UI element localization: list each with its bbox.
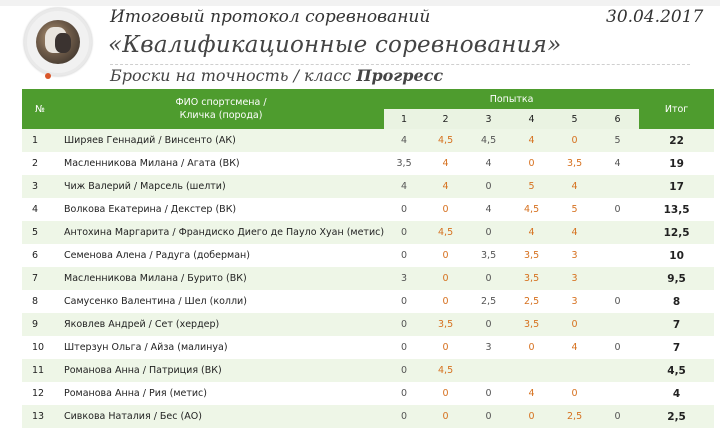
athlete-name: Антохина Маргарита / Франдиско Диего де Пауло Хуан (метис) bbox=[58, 221, 384, 244]
attempt-score-5: 0 bbox=[553, 313, 596, 336]
attempt-score-4: 5 bbox=[510, 175, 553, 198]
attempt-score-4: 0 bbox=[510, 152, 553, 175]
attempt-score-2: 3,5 bbox=[424, 313, 467, 336]
results-body bbox=[22, 129, 714, 428]
attempt-score-1: 4 bbox=[384, 175, 424, 198]
attempt-score-2: 4,5 bbox=[424, 129, 467, 152]
attempt-score-6: 4 bbox=[596, 152, 639, 175]
table-row bbox=[22, 175, 714, 198]
attempt-score-3: 0 bbox=[467, 175, 510, 198]
total-score: 19 bbox=[639, 152, 714, 175]
attempt-score-6 bbox=[596, 175, 639, 198]
attempt-score-1: 0 bbox=[384, 313, 424, 336]
attempt-score-4: 3,5 bbox=[510, 244, 553, 267]
title-divider bbox=[110, 64, 690, 65]
table-row bbox=[22, 336, 714, 359]
attempt-score-3: 0 bbox=[467, 405, 510, 428]
attempt-score-4: 4 bbox=[510, 221, 553, 244]
attempt-score-5: 3,5 bbox=[553, 152, 596, 175]
attempt-score-3: 0 bbox=[467, 221, 510, 244]
attempt-score-2: 4 bbox=[424, 175, 467, 198]
total-score: 13,5 bbox=[639, 198, 714, 221]
club-logo bbox=[24, 8, 92, 76]
attempt-score-5: 4 bbox=[553, 336, 596, 359]
table-row bbox=[22, 359, 714, 382]
row-number: 8 bbox=[22, 290, 58, 313]
table-row bbox=[22, 152, 714, 175]
attempt-score-1: 0 bbox=[384, 221, 424, 244]
athlete-name: Яковлев Андрей / Сет (хердер) bbox=[58, 313, 384, 336]
attempt-score-2: 4 bbox=[424, 152, 467, 175]
attempt-score-6: 0 bbox=[596, 336, 639, 359]
total-score: 8 bbox=[639, 290, 714, 313]
attempt-score-6 bbox=[596, 382, 639, 405]
attempt-score-3: 0 bbox=[467, 382, 510, 405]
total-score: 9,5 bbox=[639, 267, 714, 290]
row-number: 3 bbox=[22, 175, 58, 198]
attempt-score-6: 0 bbox=[596, 290, 639, 313]
row-number: 9 bbox=[22, 313, 58, 336]
attempt-score-5: 3 bbox=[553, 244, 596, 267]
table-row bbox=[22, 198, 714, 221]
attempt-score-6 bbox=[596, 244, 639, 267]
table-row bbox=[22, 267, 714, 290]
attempt-score-3: 2,5 bbox=[467, 290, 510, 313]
athlete-name: Волкова Екатерина / Декстер (ВК) bbox=[58, 198, 384, 221]
attempt-score-4: 0 bbox=[510, 336, 553, 359]
attempt-score-3: 0 bbox=[467, 267, 510, 290]
attempt-score-2: 4,5 bbox=[424, 359, 467, 382]
table-row bbox=[22, 221, 714, 244]
athlete-name: Ширяев Геннадий / Винсенто (АК) bbox=[58, 129, 384, 152]
attempt-score-3: 0 bbox=[467, 313, 510, 336]
attempt-score-4: 3,5 bbox=[510, 313, 553, 336]
attempt-score-4: 4,5 bbox=[510, 198, 553, 221]
attempt-score-3: 3 bbox=[467, 336, 510, 359]
attempt-score-6 bbox=[596, 267, 639, 290]
attempt-score-1: 0 bbox=[384, 290, 424, 313]
table-row bbox=[22, 382, 714, 405]
total-score: 7 bbox=[639, 336, 714, 359]
attempt-score-5: 3 bbox=[553, 267, 596, 290]
attempt-score-3: 4 bbox=[467, 198, 510, 221]
attempt-score-5: 0 bbox=[553, 129, 596, 152]
attempt-score-1: 0 bbox=[384, 359, 424, 382]
col-header-name bbox=[58, 89, 384, 129]
row-number: 6 bbox=[22, 244, 58, 267]
row-number: 2 bbox=[22, 152, 58, 175]
athlete-name: Романова Анна / Рия (метис) bbox=[58, 382, 384, 405]
athlete-name: Штерзун Ольга / Айза (малинуа) bbox=[58, 336, 384, 359]
attempt-number-2: 2 bbox=[424, 109, 467, 129]
row-number: 1 bbox=[22, 129, 58, 152]
attempt-score-3: 4 bbox=[467, 152, 510, 175]
attempt-score-6 bbox=[596, 359, 639, 382]
table-row bbox=[22, 290, 714, 313]
attempt-score-5: 2,5 bbox=[553, 405, 596, 428]
total-score: 17 bbox=[639, 175, 714, 198]
attempt-number-5: 5 bbox=[553, 109, 596, 129]
discipline-prefix: Броски на точность / класс bbox=[110, 66, 357, 85]
logo-accent-dot bbox=[45, 73, 51, 79]
table-row bbox=[22, 244, 714, 267]
row-number: 7 bbox=[22, 267, 58, 290]
col-header-attempt: Попытка bbox=[384, 89, 639, 109]
attempt-score-2: 0 bbox=[424, 198, 467, 221]
attempt-score-5: 4 bbox=[553, 175, 596, 198]
attempt-score-3: 4,5 bbox=[467, 129, 510, 152]
attempt-score-2: 0 bbox=[424, 290, 467, 313]
attempt-score-4: 2,5 bbox=[510, 290, 553, 313]
table-row bbox=[22, 313, 714, 336]
attempt-score-1: 0 bbox=[384, 382, 424, 405]
attempt-score-2: 0 bbox=[424, 267, 467, 290]
col-header-name-text: ФИО спортсмена / Кличка (порода) bbox=[175, 97, 267, 121]
attempt-score-1: 0 bbox=[384, 198, 424, 221]
protocol-date: 30.04.2017 bbox=[606, 7, 704, 27]
attempt-score-3: 3,5 bbox=[467, 244, 510, 267]
total-score: 4 bbox=[639, 382, 714, 405]
row-number: 4 bbox=[22, 198, 58, 221]
attempt-score-2: 4,5 bbox=[424, 221, 467, 244]
attempt-score-4: 4 bbox=[510, 382, 553, 405]
athlete-name: Самусенко Валентина / Шел (колли) bbox=[58, 290, 384, 313]
col-header-total: Итог bbox=[639, 89, 714, 129]
attempt-score-1: 4 bbox=[384, 129, 424, 152]
athlete-name: Чиж Валерий / Марсель (шелти) bbox=[58, 175, 384, 198]
attempt-score-5: 3 bbox=[553, 290, 596, 313]
total-score: 10 bbox=[639, 244, 714, 267]
protocol-title: Итоговый протокол соревнований bbox=[110, 7, 431, 27]
top-strip bbox=[0, 0, 720, 6]
athlete-name: Семенова Алена / Радуга (доберман) bbox=[58, 244, 384, 267]
attempt-score-5 bbox=[553, 359, 596, 382]
discipline-title bbox=[110, 66, 443, 85]
table-row bbox=[22, 129, 714, 152]
attempt-number-1: 1 bbox=[384, 109, 424, 129]
attempt-score-5: 0 bbox=[553, 382, 596, 405]
total-score: 7 bbox=[639, 313, 714, 336]
attempt-score-2: 0 bbox=[424, 405, 467, 428]
attempt-score-4: 3,5 bbox=[510, 267, 553, 290]
results-table bbox=[22, 89, 714, 428]
attempt-score-2: 0 bbox=[424, 244, 467, 267]
attempt-number-6: 6 bbox=[596, 109, 639, 129]
total-score: 2,5 bbox=[639, 405, 714, 428]
total-score: 22 bbox=[639, 129, 714, 152]
attempt-score-1: 0 bbox=[384, 244, 424, 267]
attempt-number-3: 3 bbox=[467, 109, 510, 129]
row-number: 13 bbox=[22, 405, 58, 428]
table-row bbox=[22, 405, 714, 428]
athlete-name: Масленникова Милана / Бурито (ВК) bbox=[58, 267, 384, 290]
attempt-score-1: 0 bbox=[384, 405, 424, 428]
total-score: 4,5 bbox=[639, 359, 714, 382]
attempt-number-4: 4 bbox=[510, 109, 553, 129]
athlete-name: Сивкова Наталия / Бес (АО) bbox=[58, 405, 384, 428]
attempt-score-6 bbox=[596, 221, 639, 244]
attempt-score-5: 4 bbox=[553, 221, 596, 244]
attempt-score-5: 5 bbox=[553, 198, 596, 221]
attempt-score-4: 0 bbox=[510, 405, 553, 428]
attempt-score-6: 0 bbox=[596, 198, 639, 221]
col-header-num: № bbox=[22, 89, 58, 129]
attempt-score-6: 0 bbox=[596, 405, 639, 428]
attempt-score-2: 0 bbox=[424, 382, 467, 405]
athlete-name: Масленникова Милана / Агата (ВК) bbox=[58, 152, 384, 175]
attempt-score-4 bbox=[510, 359, 553, 382]
row-number: 11 bbox=[22, 359, 58, 382]
attempt-score-6: 5 bbox=[596, 129, 639, 152]
row-number: 5 bbox=[22, 221, 58, 244]
attempt-score-1: 0 bbox=[384, 336, 424, 359]
row-number: 10 bbox=[22, 336, 58, 359]
discipline-class: Прогресс bbox=[356, 66, 444, 85]
attempt-score-1: 3 bbox=[384, 267, 424, 290]
dog-figure-dark bbox=[55, 33, 71, 53]
attempt-score-3 bbox=[467, 359, 510, 382]
attempt-score-6 bbox=[596, 313, 639, 336]
total-score: 12,5 bbox=[639, 221, 714, 244]
attempt-score-4: 4 bbox=[510, 129, 553, 152]
athlete-name: Романова Анна / Патриция (ВК) bbox=[58, 359, 384, 382]
row-number: 12 bbox=[22, 382, 58, 405]
attempt-score-1: 3,5 bbox=[384, 152, 424, 175]
attempt-score-2: 0 bbox=[424, 336, 467, 359]
competition-title: «Квалификационные соревнования» bbox=[108, 32, 562, 58]
